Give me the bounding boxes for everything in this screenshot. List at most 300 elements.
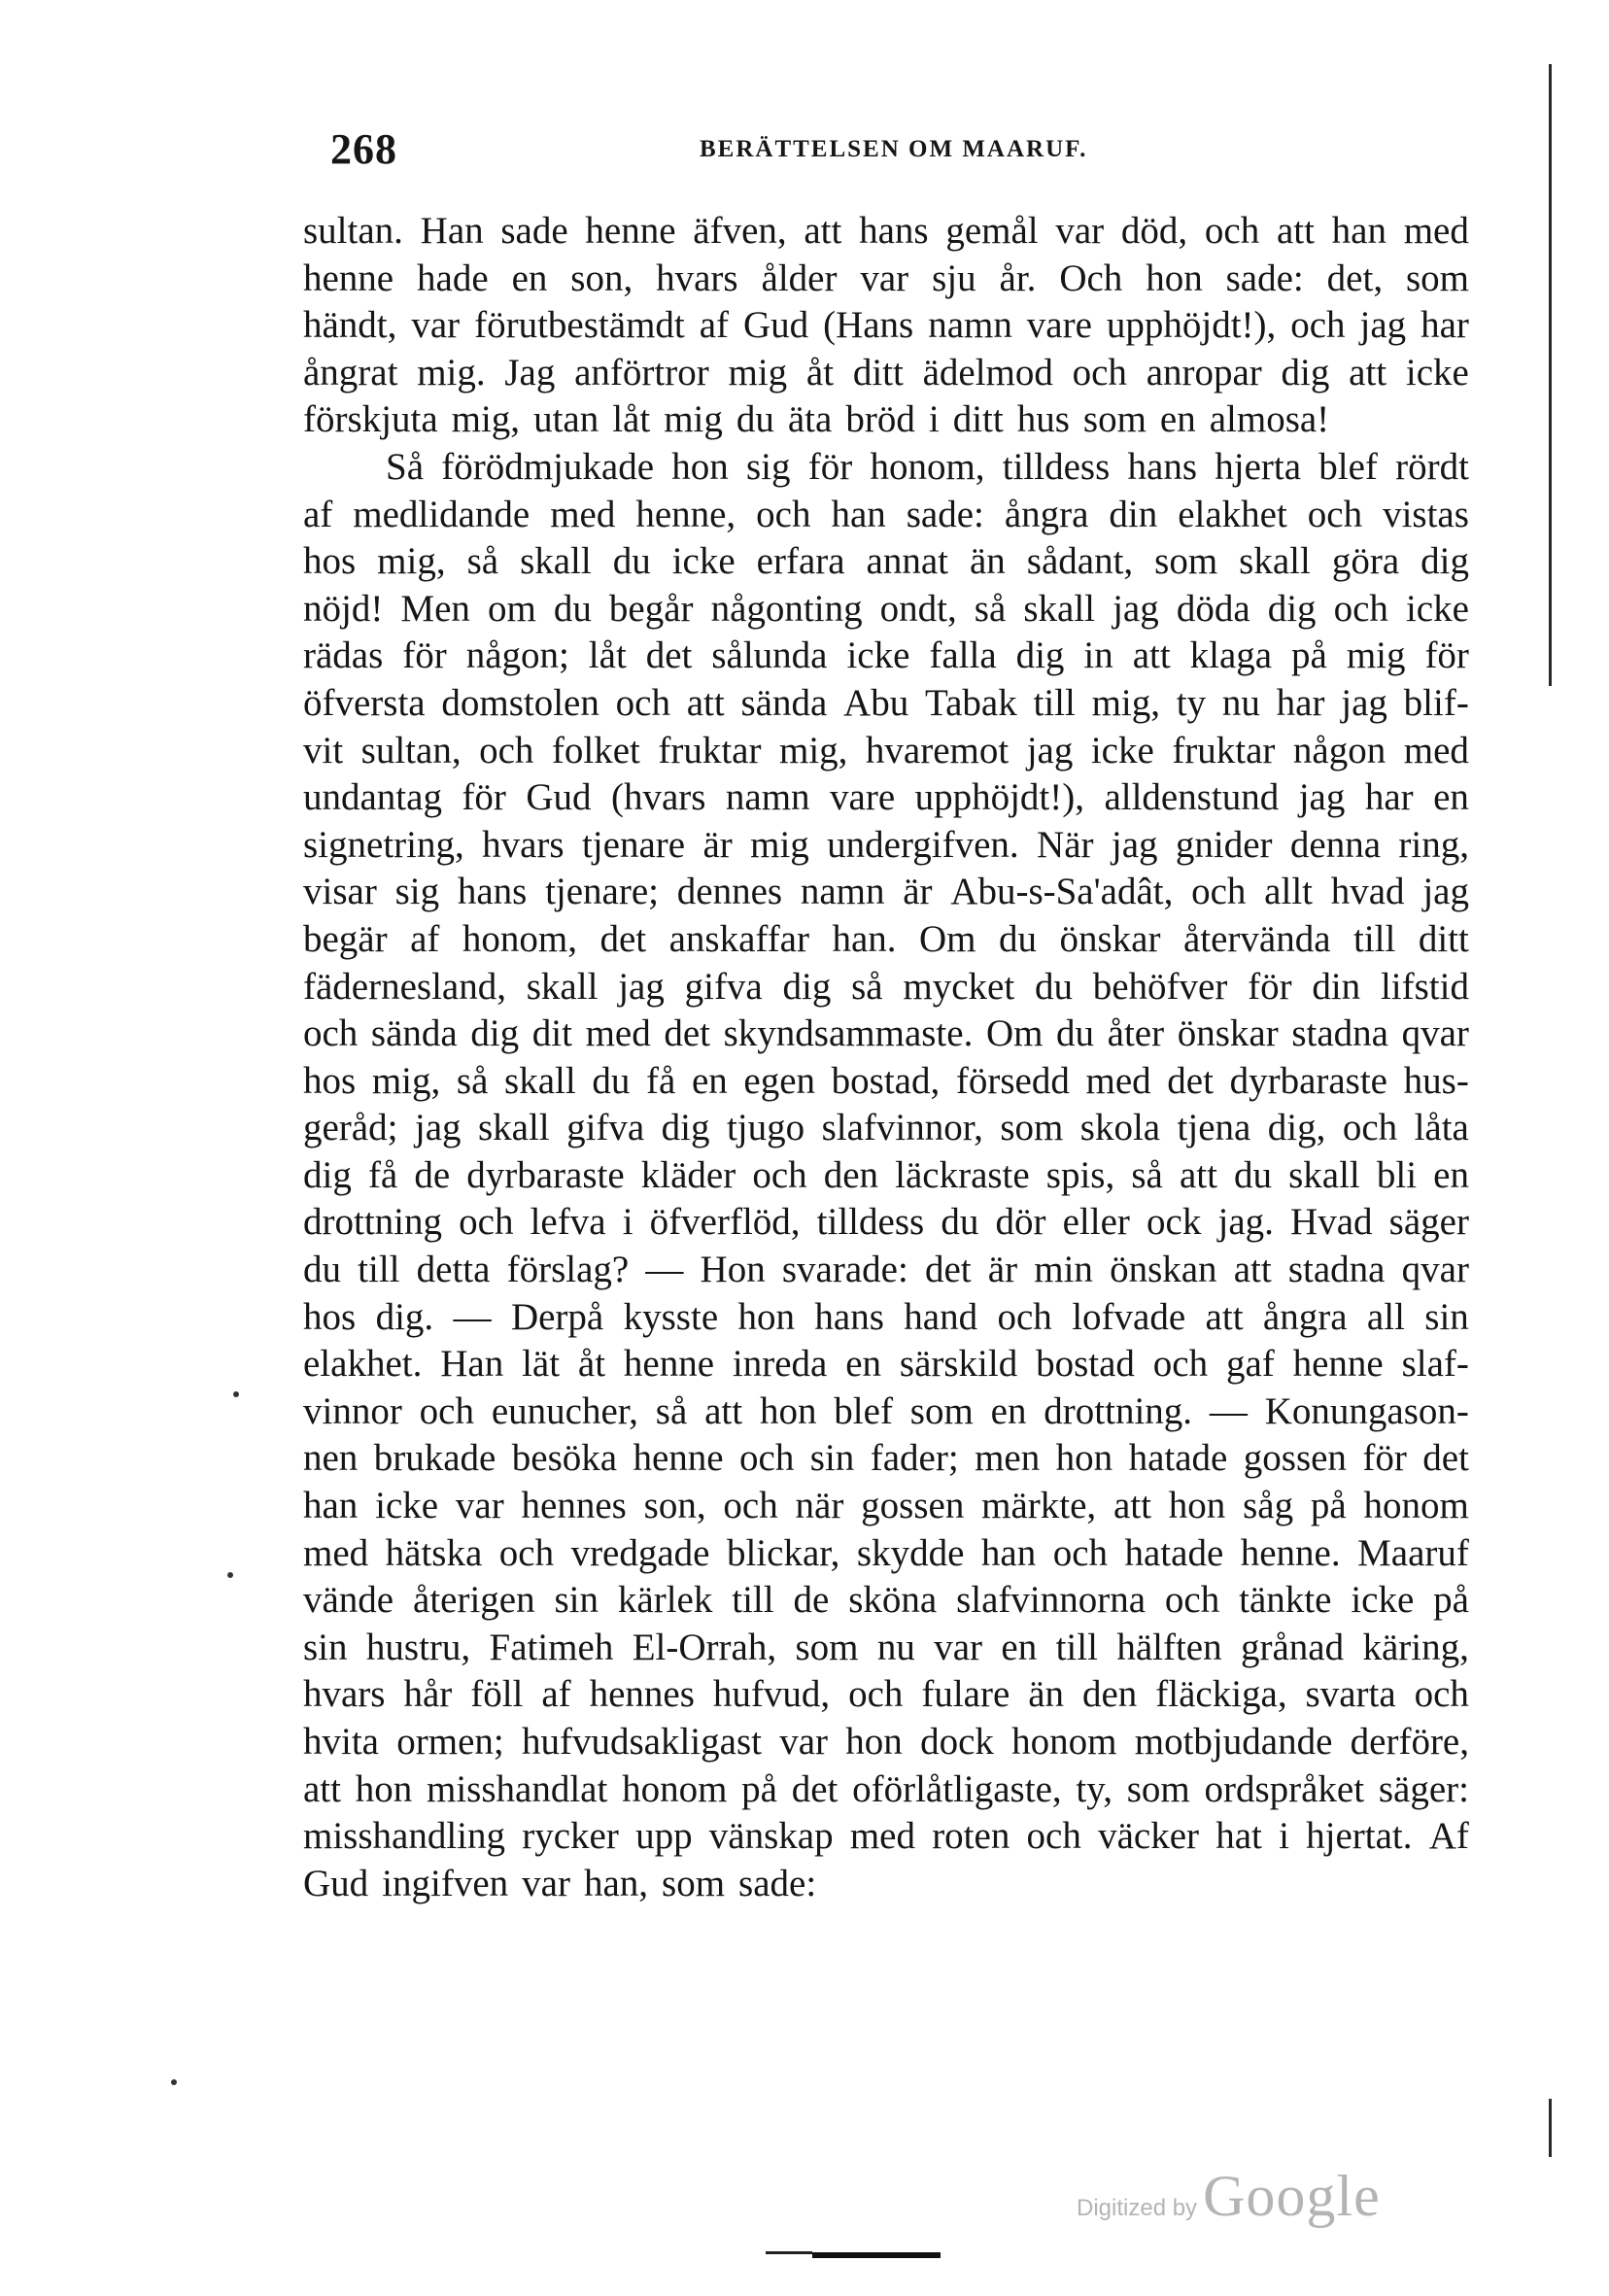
word: sköna <box>848 1579 938 1622</box>
word: sade: <box>906 493 984 535</box>
word: jag <box>618 965 665 1008</box>
word: hon <box>671 445 729 488</box>
word: upphöjdt!), <box>1106 304 1277 347</box>
word: som <box>1082 398 1147 441</box>
word: på <box>1310 1485 1347 1527</box>
word: fruktar <box>1172 729 1276 771</box>
word: jag <box>1113 587 1159 630</box>
word: år. <box>999 257 1037 299</box>
word: namn <box>800 871 885 913</box>
text-line <box>303 1105 1469 1152</box>
word: tjena <box>1177 1107 1251 1149</box>
word: och <box>848 1673 904 1716</box>
word: hälften <box>1116 1626 1222 1668</box>
word: Gud <box>526 776 592 819</box>
word: gaf <box>1225 1343 1275 1386</box>
word: undantag <box>303 776 442 819</box>
word: in <box>1083 634 1113 677</box>
text-line <box>303 1766 1469 1814</box>
word: skall <box>520 540 592 583</box>
word: som <box>1154 540 1218 583</box>
word: — <box>1209 1389 1248 1432</box>
word: begär <box>303 917 388 960</box>
word: och <box>303 1012 359 1055</box>
word: vänskap <box>708 1815 834 1858</box>
word: gnider <box>1175 823 1273 866</box>
word: så <box>456 1059 489 1102</box>
word: mig. <box>417 351 486 394</box>
word: hätska <box>385 1531 483 1574</box>
word: det <box>791 1767 839 1810</box>
word: sultan. <box>303 210 403 252</box>
word: är <box>702 823 733 866</box>
text-line <box>303 1861 1469 1908</box>
word: läckraste <box>895 1153 1030 1196</box>
word: ditt <box>952 398 1004 441</box>
word: låt <box>588 634 627 677</box>
word: dig <box>1267 587 1317 630</box>
word: hans <box>1127 445 1198 488</box>
word: du <box>1234 1153 1273 1196</box>
word: gossen <box>1243 1437 1347 1480</box>
word: döda <box>1176 587 1250 630</box>
word: du <box>303 1249 341 1291</box>
word: blef <box>1318 445 1378 488</box>
word: och <box>479 729 534 771</box>
word: rördt <box>1395 445 1469 488</box>
word: honom <box>1363 1485 1469 1527</box>
word: utan <box>533 398 599 441</box>
scan-edge-line-bottom <box>1549 2099 1552 2157</box>
word: äta <box>787 398 833 441</box>
word: med <box>849 1815 915 1858</box>
word: han <box>303 1485 359 1527</box>
word: vare <box>1026 304 1092 347</box>
word: var <box>411 304 461 347</box>
text-line <box>303 256 1469 303</box>
word: ingifven <box>382 1862 509 1904</box>
text-line <box>303 774 1469 822</box>
word: inreda <box>732 1343 828 1386</box>
word: fädernesland, <box>303 965 506 1008</box>
word: låt <box>612 398 651 441</box>
word: din <box>1312 965 1361 1008</box>
word: särskild <box>899 1343 1018 1386</box>
word: till <box>1353 917 1396 960</box>
word: att <box>303 1767 341 1810</box>
word: fruktar <box>658 729 762 771</box>
word: bostad, <box>831 1059 941 1102</box>
text-line <box>303 1483 1469 1530</box>
word: Konungason- <box>1264 1389 1469 1432</box>
word: besöka <box>511 1437 618 1480</box>
word: skall <box>1288 1153 1360 1196</box>
word: oförlåtligaste, <box>852 1767 1062 1810</box>
word: rycker <box>522 1815 619 1858</box>
word: du <box>736 398 774 441</box>
word: Abu <box>843 681 909 724</box>
word: din <box>1109 493 1158 535</box>
word: på <box>1291 634 1327 677</box>
word: någon <box>1292 729 1386 771</box>
word: och <box>1052 1531 1109 1574</box>
word: hon <box>1168 1485 1226 1527</box>
word: dig <box>303 1153 352 1196</box>
word: eunucher, <box>491 1389 638 1432</box>
word: af <box>410 917 440 960</box>
word: vit <box>303 729 344 771</box>
word: Hvad <box>1290 1201 1373 1244</box>
word: skola <box>1079 1107 1161 1149</box>
text-line <box>303 1435 1469 1483</box>
word: och <box>1164 1579 1220 1622</box>
word: upphöjdt!), <box>914 776 1084 819</box>
word: för <box>1424 634 1469 677</box>
word: annat <box>866 540 949 583</box>
word: till <box>358 1249 400 1291</box>
word: almosa! <box>1209 398 1330 441</box>
word: var <box>455 1485 504 1527</box>
word: mig, <box>778 729 848 771</box>
word: all <box>1366 1295 1405 1338</box>
word: jag <box>1298 776 1346 819</box>
word: till <box>1055 1626 1098 1668</box>
word: icke <box>375 1485 439 1527</box>
word: af <box>303 493 333 535</box>
text-line <box>303 1294 1469 1342</box>
word: händt, <box>303 304 397 347</box>
word: sända <box>740 681 828 724</box>
word: med <box>550 493 616 535</box>
word: det, <box>1326 257 1384 299</box>
word: nu <box>1221 681 1260 724</box>
word: har <box>1276 681 1325 724</box>
word: lifstid <box>1380 965 1469 1008</box>
word: behöfver <box>1092 965 1228 1008</box>
word: gifva <box>684 965 763 1008</box>
word: fader; <box>870 1437 959 1480</box>
word: om <box>487 587 536 630</box>
word: henne. <box>1240 1531 1341 1574</box>
word: och <box>1290 304 1346 347</box>
google-logo: Google <box>1203 2164 1381 2228</box>
word: är <box>987 1249 1018 1291</box>
word: och <box>419 1389 474 1432</box>
word: upp <box>635 1815 693 1858</box>
word: vände <box>303 1579 394 1622</box>
word: sända <box>370 1012 458 1055</box>
word: död, <box>1120 210 1188 252</box>
text-line <box>303 916 1469 964</box>
word: skall <box>526 965 599 1008</box>
body-text <box>303 208 1469 1907</box>
word: och <box>1307 493 1363 535</box>
word: en <box>511 257 548 299</box>
word: föll <box>470 1673 524 1716</box>
scan-speck <box>227 1572 233 1578</box>
text-line <box>303 1058 1469 1106</box>
word: än <box>970 540 1006 583</box>
text-line <box>303 1011 1469 1058</box>
word: folket <box>551 729 640 771</box>
word: erfara <box>756 540 845 583</box>
word: Och <box>1059 257 1123 299</box>
word: hennes <box>589 1673 695 1716</box>
word: hustru, <box>365 1626 471 1668</box>
word: Derpå <box>510 1295 604 1338</box>
word: skall <box>504 1059 576 1102</box>
word: önskan <box>1110 1249 1217 1291</box>
word: honom <box>1011 1721 1117 1763</box>
word: lofvade <box>1072 1295 1186 1338</box>
page-number: 268 <box>330 125 397 173</box>
word: elakhet. <box>303 1343 423 1386</box>
word: för <box>462 776 506 819</box>
word: säger <box>1388 1201 1469 1244</box>
word: önskar <box>1059 917 1161 960</box>
word: hufvud, <box>712 1673 831 1716</box>
word: du <box>1056 1012 1095 1055</box>
word: på <box>741 1767 777 1810</box>
word: medlidande <box>353 493 531 535</box>
word: väcker <box>1098 1815 1199 1858</box>
word: att <box>1205 1295 1244 1338</box>
word: dig <box>1015 634 1065 677</box>
word: att <box>1233 1249 1272 1291</box>
word: ormen; <box>396 1721 504 1763</box>
word: hans <box>457 871 528 913</box>
word: du <box>999 917 1037 960</box>
word: visar <box>303 871 377 913</box>
word: att <box>1179 1153 1217 1196</box>
word: henne <box>1292 1343 1384 1386</box>
word: Han <box>440 1343 504 1386</box>
word: när <box>795 1485 844 1527</box>
word: anskaffar <box>668 917 809 960</box>
word: märkte, <box>981 1485 1097 1527</box>
word: egen <box>743 1059 816 1102</box>
word: sade: <box>738 1862 817 1904</box>
word: Abu-s-Sa'adât, <box>950 871 1174 913</box>
word: svarta <box>1305 1673 1396 1716</box>
word: och <box>459 1201 514 1244</box>
word: med <box>1085 1059 1151 1102</box>
word: på <box>1433 1579 1469 1622</box>
word: jag. <box>1217 1201 1274 1244</box>
word: någon; <box>465 634 569 677</box>
word: sade <box>500 210 568 252</box>
word: är <box>903 871 933 913</box>
word: att <box>1132 634 1171 677</box>
word: af <box>541 1673 571 1716</box>
word: vinnor <box>303 1389 402 1432</box>
word: ty <box>1176 681 1207 724</box>
word: dig. <box>375 1295 434 1338</box>
word: henne <box>303 257 394 299</box>
word: var <box>934 1626 983 1668</box>
text-line <box>303 1341 1469 1388</box>
word: dig <box>661 1107 710 1149</box>
word: att <box>804 210 842 252</box>
word: icke <box>671 540 736 583</box>
text-line <box>303 1813 1469 1861</box>
word: dennes <box>676 871 783 913</box>
word: lefva <box>530 1201 606 1244</box>
word: dig <box>470 1012 520 1055</box>
word: slafvinnorna <box>956 1579 1147 1622</box>
word: roten <box>932 1815 1010 1858</box>
word: önskar <box>1177 1012 1279 1055</box>
word: har <box>1364 776 1414 819</box>
word: han <box>1331 210 1386 252</box>
word: jag <box>1422 871 1469 913</box>
word: och <box>752 1153 807 1196</box>
word: denna <box>1289 823 1382 866</box>
word: få <box>645 1059 676 1102</box>
word: ångra <box>1262 1295 1348 1338</box>
word: göra <box>1331 540 1400 583</box>
word: sultan, <box>360 729 462 771</box>
word: du <box>941 1201 979 1244</box>
word: att <box>1276 210 1315 252</box>
word: han <box>980 1531 1037 1574</box>
word: detta <box>416 1249 491 1291</box>
word: sådant, <box>1026 540 1134 583</box>
word: ädelmod <box>922 351 1053 394</box>
word: icke <box>1405 351 1469 394</box>
word: hon <box>737 1295 796 1338</box>
word: icke <box>1090 729 1154 771</box>
word: och <box>756 493 811 535</box>
word: hos <box>303 1059 357 1102</box>
word: El-Orrah, <box>632 1626 777 1668</box>
word: i <box>1279 1815 1289 1858</box>
word: ditt <box>852 351 904 394</box>
word: (Hans <box>823 304 914 347</box>
word: en <box>1433 1153 1469 1196</box>
word: af <box>699 304 730 347</box>
word: tilldess <box>816 1201 925 1244</box>
word: hans <box>814 1295 884 1338</box>
word: Tabak <box>924 681 1017 724</box>
word: öfverflöd, <box>649 1201 801 1244</box>
word: de <box>414 1153 451 1196</box>
word: gifva <box>566 1107 645 1149</box>
word: mig, <box>377 540 446 583</box>
word: tjenare; <box>545 871 660 913</box>
word: kläder <box>640 1153 736 1196</box>
text-line <box>303 1577 1469 1625</box>
word: grånad <box>1240 1626 1345 1668</box>
word: du <box>592 1059 631 1102</box>
text-line <box>303 302 1469 350</box>
word: de <box>793 1579 830 1622</box>
word: sade: <box>1225 257 1304 299</box>
text-line <box>303 1152 1469 1200</box>
word: för <box>402 634 447 677</box>
word: en <box>1433 776 1469 819</box>
word: — <box>453 1295 492 1338</box>
word: skall <box>1239 540 1311 583</box>
word: mig <box>1346 634 1406 677</box>
word: käring, <box>1362 1626 1469 1668</box>
word: falla <box>929 634 997 677</box>
word: som <box>1126 1767 1190 1810</box>
text-line <box>303 396 1469 444</box>
word: och <box>1191 871 1247 913</box>
word: rädas <box>303 634 384 677</box>
word: hvars <box>656 257 738 299</box>
word: äfven, <box>693 210 787 252</box>
word: som <box>1000 1107 1064 1149</box>
word: dör <box>995 1201 1046 1244</box>
text-line <box>303 1719 1469 1766</box>
word: fläckiga, <box>1155 1673 1287 1716</box>
word: brukade <box>373 1437 496 1480</box>
word: fulare <box>921 1673 1010 1716</box>
word: Så <box>386 445 424 488</box>
word: tjugo <box>726 1107 805 1149</box>
word: än <box>1028 1673 1065 1716</box>
word: kärlek <box>617 1579 713 1622</box>
word: När <box>1037 823 1094 866</box>
word: han, <box>583 1862 649 1904</box>
word: drottning. <box>1044 1389 1193 1432</box>
word: icke <box>1351 1579 1415 1622</box>
word: ångra <box>1004 493 1089 535</box>
word: Maaruf <box>1357 1531 1469 1574</box>
word: hvaremot <box>865 729 1010 771</box>
word: sig <box>745 445 791 488</box>
word: att <box>1349 351 1387 394</box>
word: men <box>975 1437 1041 1480</box>
word: för <box>807 445 853 488</box>
word: var <box>860 257 909 299</box>
word: du <box>612 540 651 583</box>
word: misshandlat <box>426 1767 608 1810</box>
word: du <box>1034 965 1073 1008</box>
word: bli <box>1376 1153 1418 1196</box>
word: som <box>795 1626 859 1668</box>
word: säger: <box>1378 1767 1469 1810</box>
word: och <box>739 1437 795 1480</box>
word: med <box>585 1012 651 1055</box>
word: geråd; <box>303 1107 398 1149</box>
word: sålunda <box>711 634 828 677</box>
word: gemål <box>945 210 1039 252</box>
word: Om <box>985 1012 1044 1055</box>
word: var <box>779 1721 829 1763</box>
word: som <box>662 1862 726 1904</box>
word: hade <box>417 257 489 299</box>
word: hat <box>1215 1815 1262 1858</box>
word: vare <box>830 776 896 819</box>
text-line <box>303 586 1469 634</box>
word: den <box>1081 1673 1138 1716</box>
word: sin <box>809 1437 855 1480</box>
word: hennes <box>521 1485 627 1527</box>
word: bostad <box>1036 1343 1135 1386</box>
word: Fatimeh <box>489 1626 614 1668</box>
word: vistas <box>1383 493 1469 535</box>
word: och <box>1072 351 1127 394</box>
text-line <box>303 1671 1469 1719</box>
word: mig <box>728 351 788 394</box>
word: eller <box>1062 1201 1130 1244</box>
word: sju <box>932 257 976 299</box>
word: till <box>1033 681 1076 724</box>
word: skall <box>477 1107 550 1149</box>
